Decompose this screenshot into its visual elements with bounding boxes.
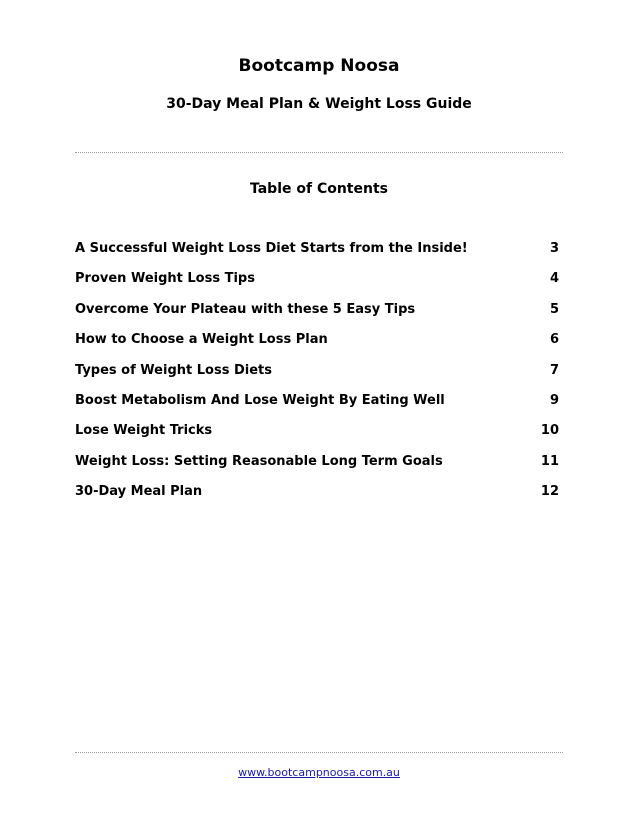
toc-entry-page: 5 bbox=[549, 301, 559, 317]
toc-entry-title: 30-Day Meal Plan bbox=[75, 484, 203, 500]
toc-entry-page: 10 bbox=[540, 423, 559, 439]
toc-entry-page: 4 bbox=[549, 271, 559, 287]
toc-entry[interactable] bbox=[75, 240, 559, 270]
footer bbox=[0, 766, 638, 780]
toc-entry[interactable] bbox=[75, 392, 559, 422]
toc-entry-title: A Successful Weight Loss Diet Starts from the Inside! bbox=[75, 241, 468, 256]
toc-entry[interactable] bbox=[75, 453, 559, 483]
toc-entry-title: Types of Weight Loss Diets bbox=[75, 362, 272, 378]
toc-entry-page: 9 bbox=[549, 392, 559, 408]
website-link[interactable]: www.bootcampnoosa.com.au bbox=[238, 766, 400, 779]
toc-entry-title: Lose Weight Tricks bbox=[75, 423, 213, 439]
toc-entry[interactable] bbox=[75, 331, 559, 361]
page-title: Bootcamp Noosa bbox=[238, 56, 400, 76]
toc-entry-page: 7 bbox=[549, 362, 559, 378]
table-of-contents bbox=[75, 240, 559, 514]
toc-entry-title: Overcome Your Plateau with these 5 Easy Tips bbox=[75, 301, 416, 317]
toc-entry-title: Proven Weight Loss Tips bbox=[75, 271, 255, 287]
toc-heading: Table of Contents bbox=[249, 181, 388, 197]
toc-entry[interactable] bbox=[75, 483, 559, 513]
toc-entry-page: 11 bbox=[540, 453, 559, 469]
page-subtitle: 30-Day Meal Plan & Weight Loss Guide bbox=[166, 96, 472, 112]
bottom-divider bbox=[75, 752, 563, 753]
toc-entry-page: 3 bbox=[549, 241, 559, 256]
toc-entry-title: How to Choose a Weight Loss Plan bbox=[75, 332, 328, 348]
toc-entry[interactable] bbox=[75, 362, 559, 392]
toc-entry-title: Weight Loss: Setting Reasonable Long Term Goals bbox=[75, 453, 443, 469]
top-divider bbox=[75, 152, 563, 153]
toc-entry[interactable] bbox=[75, 270, 559, 300]
toc-entry-page: 6 bbox=[549, 332, 559, 348]
toc-entry-page: 12 bbox=[540, 484, 559, 500]
toc-entry-title: Boost Metabolism And Lose Weight By Eating Well bbox=[75, 392, 445, 408]
toc-entry[interactable] bbox=[75, 301, 559, 331]
toc-entry[interactable] bbox=[75, 422, 559, 452]
